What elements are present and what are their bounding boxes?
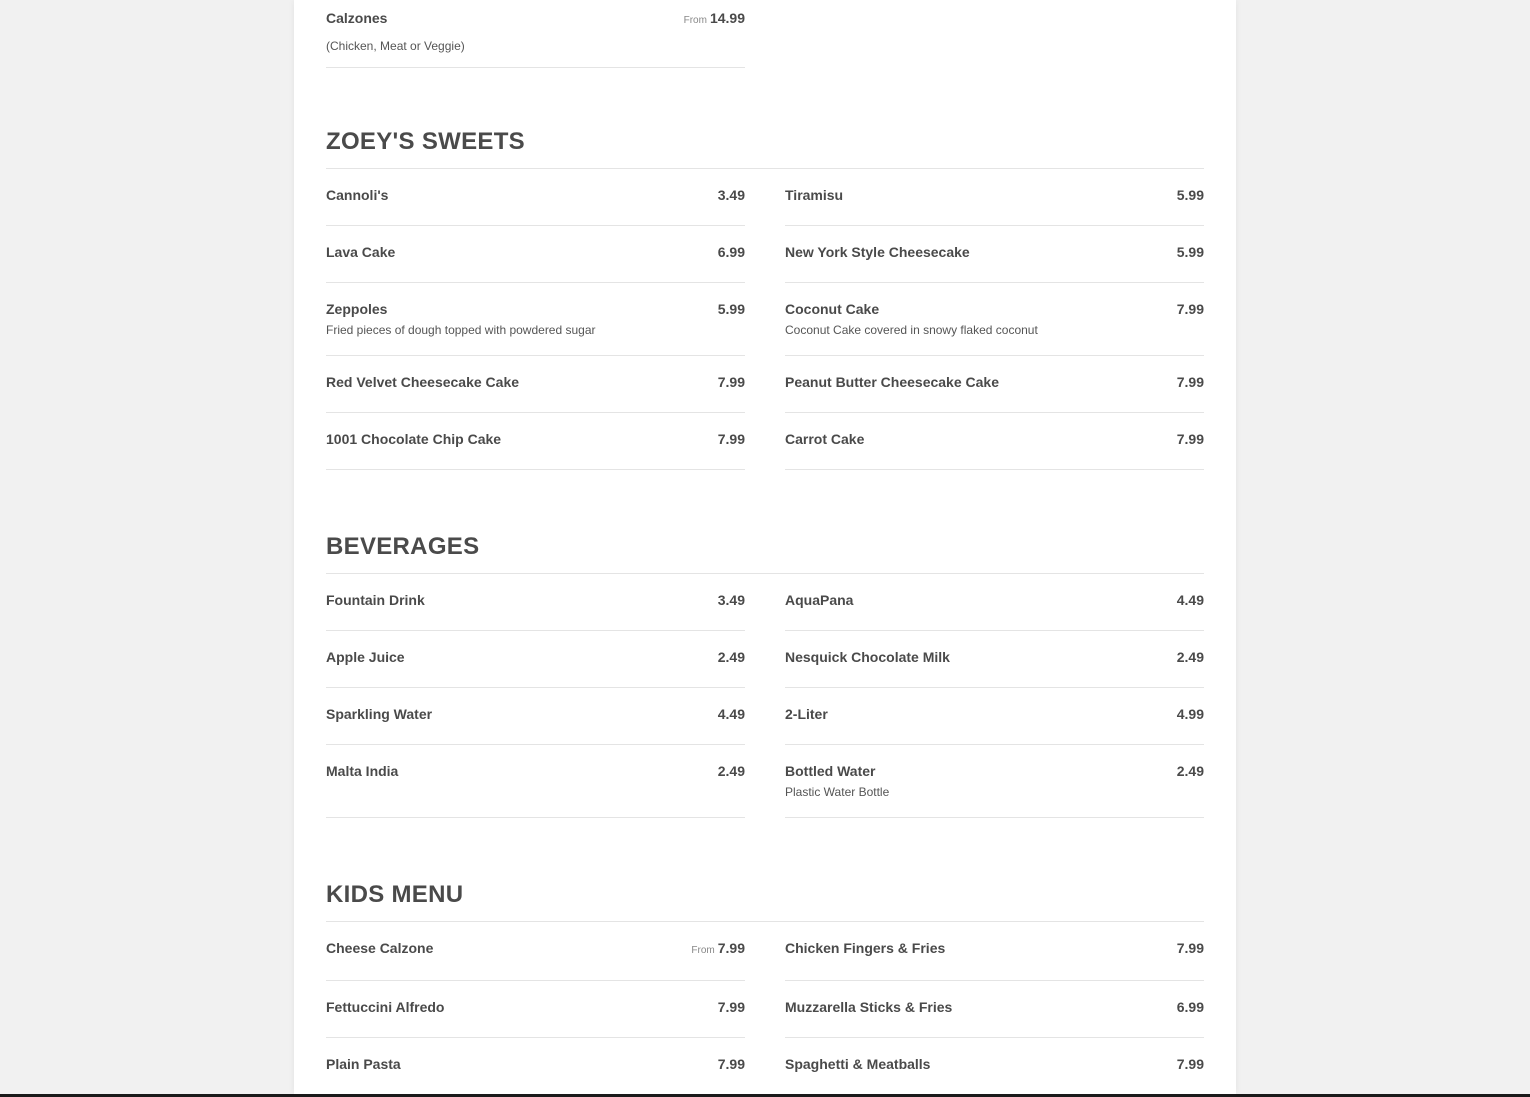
sweets-section [326, 128, 1204, 470]
item-price: 3.49 [717, 592, 745, 608]
item-name: Coconut Cake [785, 301, 880, 317]
item-description: (Chicken, Meat or Veggie) [326, 39, 465, 53]
menu-item-zeppoles[interactable] [326, 283, 745, 356]
item-price: 5.99 [1176, 187, 1204, 203]
item-price: 7.99 [1176, 301, 1204, 317]
item-name: Sparkling Water [326, 706, 433, 722]
price-value: 14.99 [709, 10, 745, 26]
menu-item-spaghetti-meatballs[interactable] [785, 1038, 1204, 1094]
item-price: 7.99 [717, 1056, 745, 1072]
item-price: 2.49 [1176, 763, 1204, 779]
menu-item-chocolate-chip-cake[interactable] [326, 413, 745, 470]
item-name: 2-Liter [785, 706, 828, 722]
menu-item-coconut-cake[interactable] [785, 283, 1204, 356]
item-name: Calzones [326, 10, 388, 26]
item-price: 6.99 [1176, 999, 1204, 1015]
menu-item-cannolis[interactable] [326, 169, 745, 226]
item-description: Coconut Cake covered in snowy flaked coconut [785, 323, 1038, 337]
item-name: New York Style Cheesecake [785, 244, 970, 260]
from-label: From [691, 945, 715, 956]
menu-item-lava-cake[interactable] [326, 226, 745, 283]
menu-item-cheese-calzone[interactable] [326, 922, 745, 981]
item-price: 5.99 [717, 301, 745, 317]
item-name: Spaghetti & Meatballs [785, 1056, 931, 1072]
item-price: 7.99 [1176, 1056, 1204, 1072]
item-name: AquaPana [785, 592, 854, 608]
item-price: 4.99 [1176, 706, 1204, 722]
item-name: Carrot Cake [785, 431, 865, 447]
menu-item-plain-pasta[interactable] [326, 1038, 745, 1094]
kids-grid [326, 922, 1204, 1094]
item-price: 2.49 [717, 649, 745, 665]
from-label: From [683, 15, 707, 26]
item-price: 6.99 [717, 244, 745, 260]
item-price: 7.99 [717, 431, 745, 447]
menu-item-fountain-drink[interactable] [326, 574, 745, 631]
menu-item-red-velvet-cheesecake[interactable] [326, 356, 745, 413]
item-price [691, 940, 745, 959]
item-price: 7.99 [717, 374, 745, 390]
item-name: Fountain Drink [326, 592, 425, 608]
price-value: 7.99 [717, 940, 745, 956]
section-title-kids: KIDS MENU [326, 881, 1204, 922]
sweets-grid [326, 169, 1204, 470]
item-name: Chicken Fingers & Fries [785, 940, 946, 956]
item-name: 1001 Chocolate Chip Cake [326, 431, 502, 447]
menu-item-nesquick[interactable] [785, 631, 1204, 688]
item-description: Fried pieces of dough topped with powdered sugar [326, 323, 596, 337]
item-price: 4.49 [717, 706, 745, 722]
menu-item-carrot-cake[interactable] [785, 413, 1204, 470]
item-description: Plastic Water Bottle [785, 785, 890, 799]
menu-item-calzones[interactable] [326, 0, 745, 68]
menu-item-2-liter[interactable] [785, 688, 1204, 745]
item-price: 4.49 [1176, 592, 1204, 608]
menu-item-peanut-butter-cheesecake[interactable] [785, 356, 1204, 413]
item-name: Apple Juice [326, 649, 405, 665]
section-title-beverages: BEVERAGES [326, 533, 1204, 574]
menu-item-chicken-fingers[interactable] [785, 922, 1204, 981]
section-title-sweets: ZOEY'S SWEETS [326, 128, 1204, 169]
menu-item-tiramisu[interactable] [785, 169, 1204, 226]
item-name: Nesquick Chocolate Milk [785, 649, 950, 665]
menu-item-sparkling-water[interactable] [326, 688, 745, 745]
item-name: Plain Pasta [326, 1056, 401, 1072]
item-price: 7.99 [1176, 940, 1204, 956]
kids-section [326, 881, 1204, 1094]
item-price: 7.99 [717, 999, 745, 1015]
item-name: Muzzarella Sticks & Fries [785, 999, 953, 1015]
item-price: 7.99 [1176, 374, 1204, 390]
menu-item-bottled-water[interactable] [785, 745, 1204, 818]
menu-item-apple-juice[interactable] [326, 631, 745, 688]
menu-page [294, 0, 1236, 1094]
item-name: Cheese Calzone [326, 940, 434, 956]
item-name: Zeppoles [326, 301, 388, 317]
item-name: Malta India [326, 763, 399, 779]
item-name: Bottled Water [785, 763, 876, 779]
item-name: Red Velvet Cheesecake Cake [326, 374, 520, 390]
item-name: Cannoli's [326, 187, 389, 203]
menu-item-muzzarella-sticks[interactable] [785, 981, 1204, 1038]
item-price: 7.99 [1176, 431, 1204, 447]
menu-item-malta-india[interactable] [326, 745, 745, 818]
item-name: Fettuccini Alfredo [326, 999, 445, 1015]
item-name: Peanut Butter Cheesecake Cake [785, 374, 999, 390]
menu-item-fettuccini-alfredo[interactable] [326, 981, 745, 1038]
calzones-section [326, 0, 745, 68]
item-price: 3.49 [717, 187, 745, 203]
menu-item-aquapana[interactable] [785, 574, 1204, 631]
beverages-section [326, 533, 1204, 818]
item-price: 5.99 [1176, 244, 1204, 260]
beverages-grid [326, 574, 1204, 818]
item-name: Lava Cake [326, 244, 396, 260]
item-price: 2.49 [717, 763, 745, 779]
item-price: 2.49 [1176, 649, 1204, 665]
item-price [684, 10, 745, 29]
menu-item-ny-cheesecake[interactable] [785, 226, 1204, 283]
item-name: Tiramisu [785, 187, 844, 203]
